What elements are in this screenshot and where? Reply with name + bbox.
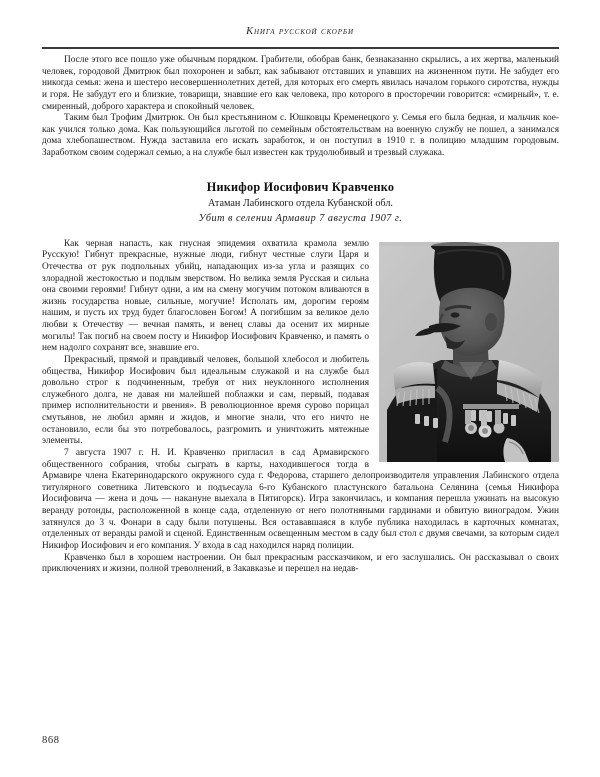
page-title: Никифор Иосифович Кравченко <box>206 179 395 194</box>
running-head-rule <box>42 47 559 49</box>
paragraph: Как черная напасть, как гнусная эпидемия охватила крамола землю Русскую! Гибнут прекрасные, нужные люди, гибнут честные слуги Царя и Отечества от рук подпольных убийц, нападающих из-за угла и разящих со злорадной жестокостью и подлым зверством. Но велика земля Русская и сильна она своими героями! Гибнут одни, а им на смену могучим потоком вливаются в жизнь государства новые, сильные, могучие! Исполать им, дорогим героям нашим, и пусть их труд будет благословен Богом! А погибшим за великое дело любви к Отечеству — вечная память, и венец славы да осенит их мирные могилы! Так погиб на своем посту и Никифор Иосифович Кравченко, и память о нем надолго сохранят все, знавшие его. <box>42 238 369 354</box>
paragraph: 7 августа 1907 г. Н. И. Кравченко пригласил в сад Армавирского общественного собрания, чтобы сыграть в карты, находившегося тогда в Армавире члена Екатеринодарского окружного суда г. Федорова, старшего делопроизводителя управления Лабинского отдела титулярного советника Литевского и подъесаула 6-го Кубанского пластунского батальона Селянина (семья Никифора Иосифовича — жена и дочь — накануне выехала в Пятигорск). Игра закончилась, и компания перешла ужинать на высокую веранду ротонды, расположенной в конце сада, отделенную от него полотняными гардинами и обвитую виноградом. Ужин затянулся до 3 ч. Фонари в саду были потушены. Вся остававшаяся в клубе публика находилась в карточных комнатах, отделенных от веранды рамой и сценой. Единственным освещенным местом в саду был стол с двумя свечами, за которым сидел Никифор Иосифович и его компания. У входа в сад находился наряд полиции. <box>42 447 559 551</box>
page-number: 868 <box>42 735 60 746</box>
running-head: Книга русской скорби <box>246 26 354 37</box>
paragraph: Таким был Трофим Дмитрюк. Он был крестьянином с. Юшковцы Кременецкого у. Семья его была бедная, и мальчик кое-как учился только дома. Как пользующийся льготой по семейным обстоятельствам на военную службу не пошел, а занимался дома хлебопашеством. Нужда заставила его искать заработок, и он поступил в 1910 г. в полицию младшим городовым. Заработком своим содержал семью, а на службе был известен как трудолюбивый и трезвый служака. <box>42 113 559 158</box>
paragraph: Прекрасный, прямой и правдивый человек, большой хлебосол и любитель общества, Никифор Иосифович был идеальным служакой и на службе был довольно строг к подчиненным, требуя от них неуклонного исполнения служебного долга, не давая ни малейшей поблажки и сам, первый, подавая пример исполнительности и рвения». В революционное время сурово порицал смутьянов, не любил армян и жидов, и многие знали, что его ничто не остановило, если бы это потребовалось, разгромить и уничтожить мятежные элементы. <box>42 354 369 447</box>
portrait-photograph <box>379 242 559 462</box>
paragraph: Кравченко был в хорошем настроении. Он был прекрасным рассказчиком, и его заслушались. Он рассказывал о своих приключениях и жизни, полной треволнений, в Закавказье и перешел на недав- <box>42 552 559 575</box>
text-column <box>42 55 559 576</box>
portrait-illustration <box>379 242 559 462</box>
subject-death-note: Убит в селении Армавир 7 августа 1907 г. <box>198 212 403 224</box>
paragraph: После этого все пошло уже обычным порядком. Грабители, обобрав банк, безнаказанно скрылись, а их жертва, маленький человек, городовой Дмитрюк был похоронен и забыт, как забывают отставших и упавших на жизненном пути. Не забудет его никогда семья: жена и шестеро несовершеннолетних детей, для которых его смерть явилась началом горького сиротства, нужды и горя. Не забудут его и близкие, товарищи, знавшие его как человека, про которого в просторечии говорится: «смирный», т. е. смиренный, доброго характера и спокойный человек. <box>42 55 559 112</box>
section-heading <box>42 180 559 226</box>
subject-rank: Атаман Лабинского отдела Кубанской обл. <box>208 197 393 209</box>
